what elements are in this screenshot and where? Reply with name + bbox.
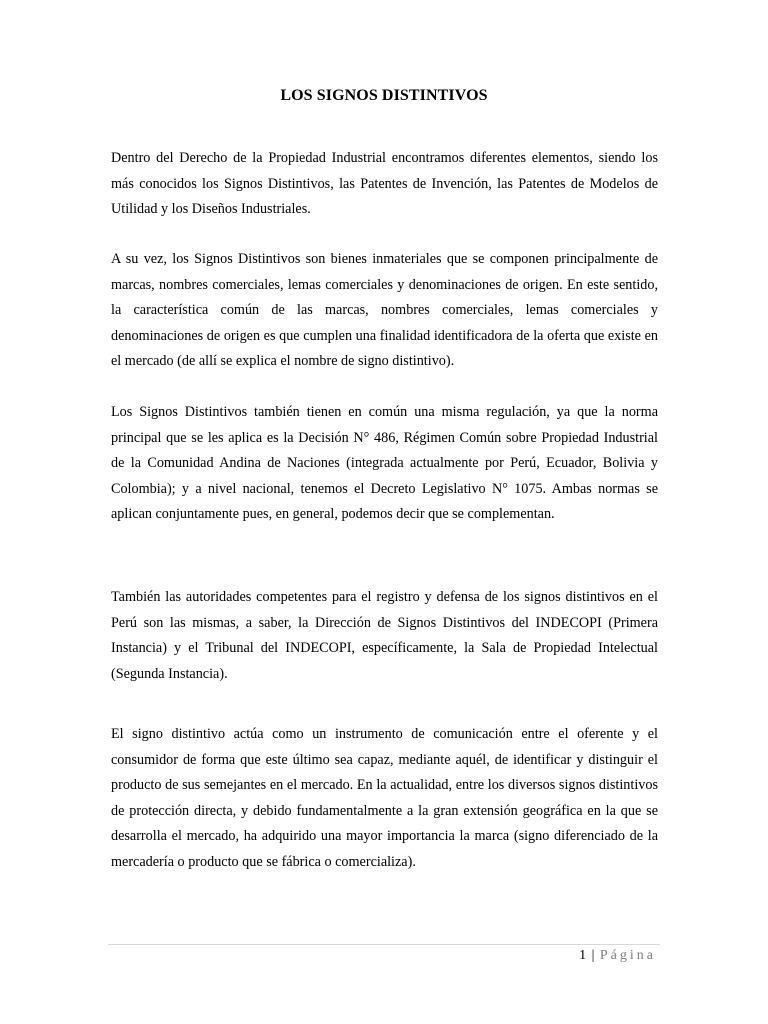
footer-divider xyxy=(108,944,660,945)
footer-separator: | xyxy=(591,948,595,963)
paragraph-3: Los Signos Distintivos también tienen en común una misma regulación, ya que la norma principal que se les aplica es la Decisión N° 486, Régimen Común sobre Propiedad Industrial de la Comunidad Andina de Naciones (integrada actualmente por Perú, Ecuador, Bolivia y Colombia); y a nivel nacional, tenemos el Decreto Legislativo N° 1075. Ambas normas se aplican conjuntamente pues, en general, podemos decir que se complementan. xyxy=(111,404,658,523)
page-number: 1 xyxy=(579,948,587,963)
paragraph-4: También las autoridades competentes para el registro y defensa de los signos distintivos en el Perú son las mismas, a saber, la Dirección de Signos Distintivos del INDECOPI (Primera Instancia) y el Tribunal del INDECOPI, específicamente, la Sala de Propiedad Intelectual (Segunda Instancia). xyxy=(111,589,658,682)
page-footer xyxy=(579,946,656,966)
document-title: LOS SIGNOS DISTINTIVOS xyxy=(280,87,488,104)
paragraph-5: El signo distintivo actúa como un instrumento de comunicación entre el oferente y el consumidor de forma que este último sea capaz, mediante aquél, de identificar y distinguir el producto de sus semejantes en el mercado. En la actualidad, entre los diversos signos distintivos de protección directa, y debido fundamentalmente a la gran extensión geográfica en la que se desarrolla el mercado, ha adquirido una mayor importancia la marca (signo diferenciado de la mercadería o producto que se fábrica o comercializa). xyxy=(111,726,658,870)
paragraph-1: Dentro del Derecho de la Propiedad Industrial encontramos diferentes elementos, siendo los más conocidos los Signos Distintivos, las Patentes de Invención, las Patentes de Modelos de Utilidad y los Diseños Industriales. xyxy=(111,150,658,218)
paragraph-2: A su vez, los Signos Distintivos son bienes inmateriales que se componen principalmente de marcas, nombres comerciales, lemas comerciales y denominaciones de origen. En este sentido, la característica común de las marcas, nombres comerciales, lemas comerciales y denominaciones de origen es que cumplen una finalidad identificadora de la oferta que existe en el mercado (de allí se explica el nombre de signo distintivo). xyxy=(111,251,658,370)
page-label: Página xyxy=(599,948,656,963)
